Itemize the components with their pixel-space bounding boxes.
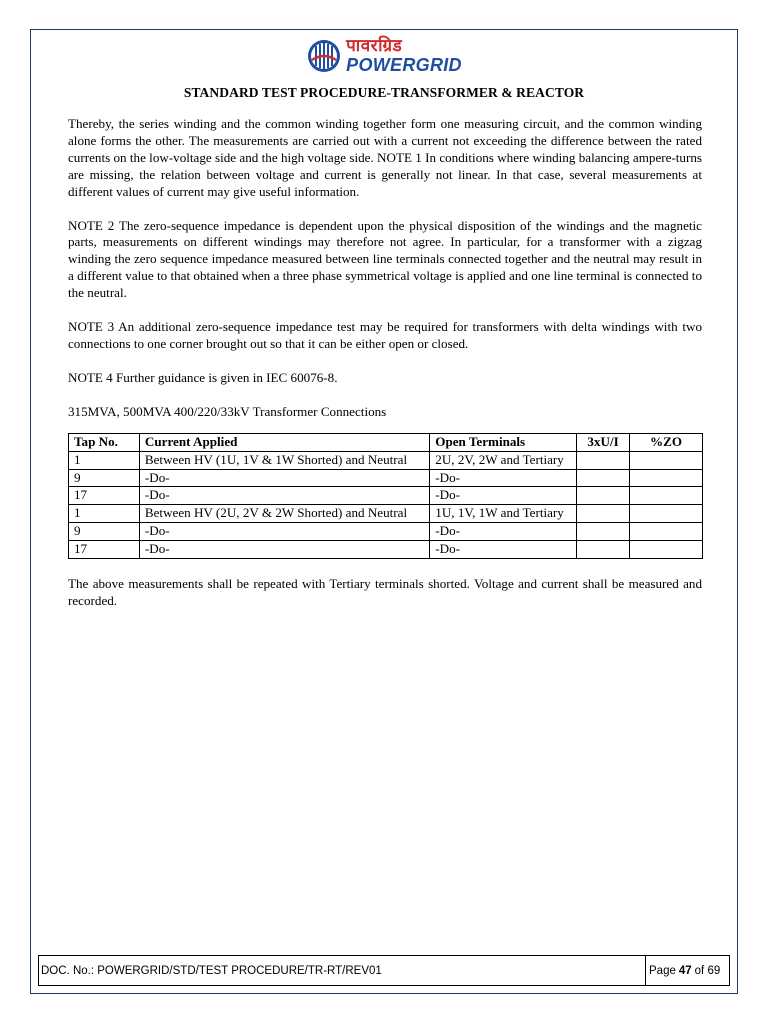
open-cell: 2U, 2V, 2W and Tertiary [430, 451, 577, 469]
table-row [69, 505, 703, 523]
column-header: Open Terminals [430, 433, 577, 451]
document-body [68, 116, 702, 610]
table-row [69, 469, 703, 487]
logo-hindi-text: पावरग्रिड [346, 36, 403, 56]
u-cell [577, 469, 630, 487]
table-row [69, 451, 703, 469]
column-header: 3xU/I [577, 433, 630, 451]
paragraph-note-4: NOTE 4 Further guidance is given in IEC 60076-8. [68, 369, 338, 385]
tap-cell: 1 [69, 451, 140, 469]
page-number: 47 [678, 964, 692, 977]
open-cell: -Do- [430, 541, 577, 559]
current-cell: Between HV (1U, 1V & 1W Shorted) and Neutral [139, 451, 429, 469]
open-cell: 1U, 1V, 1W and Tertiary [430, 505, 577, 523]
open-cell: -Do- [430, 523, 577, 541]
zo-cell [630, 505, 703, 523]
table-row [69, 541, 703, 559]
current-cell: -Do- [139, 469, 429, 487]
zo-cell [630, 487, 703, 505]
paragraph-note-3: NOTE 3 An additional zero-sequence impedance test may be required for transformers with delta windings with two connections to one corner brought out so that it can be either open or closed. [68, 319, 702, 351]
paragraph-intro: Thereby, the series winding and the common winding together form one measuring circuit, and the common winding alone forms the other. The measurements are carried out with a current not exceeding the difference between the rated currents on the low-voltage side and the high voltage side. NOTE 1 In conditions where winding balancing ampere-turns are missing, the relation between voltage and current is generally not linear. In that case, several measurements at different values of current may give useful information. [68, 116, 702, 199]
current-cell: -Do- [139, 487, 429, 505]
zo-cell [630, 469, 703, 487]
current-cell: Between HV (2U, 2V & 2W Shorted) and Neutral [139, 505, 429, 523]
page-indicator [645, 956, 729, 985]
u-cell [577, 451, 630, 469]
doc-number: DOC. No.: POWERGRID/STD/TEST PROCEDURE/TR-RT/REV01 [41, 964, 382, 977]
table-caption: 315MVA, 500MVA 400/220/33kV Transformer Connections [68, 403, 387, 419]
u-cell [577, 505, 630, 523]
open-cell: -Do- [430, 487, 577, 505]
page-prefix: Page [649, 964, 676, 977]
u-cell [577, 541, 630, 559]
page-total: of 69 [694, 964, 721, 977]
powergrid-emblem-icon [306, 38, 342, 74]
u-cell [577, 487, 630, 505]
zo-cell [630, 541, 703, 559]
page-footer [38, 955, 730, 986]
paragraph-closing: The above measurements shall be repeated with Tertiary terminals shorted. Voltage and current shall be measured and recorded. [68, 576, 702, 608]
connections-table [68, 433, 703, 559]
powergrid-logo [306, 38, 462, 74]
zo-cell [630, 523, 703, 541]
current-cell: -Do- [139, 523, 429, 541]
zo-cell [630, 451, 703, 469]
table-header-row [69, 433, 703, 451]
page-frame [30, 29, 738, 994]
current-cell: -Do- [139, 541, 429, 559]
column-header: Tap No. [69, 433, 140, 451]
table-row [69, 523, 703, 541]
tap-cell: 17 [69, 541, 140, 559]
tap-cell: 1 [69, 505, 140, 523]
tap-cell: 17 [69, 487, 140, 505]
column-header: Current Applied [139, 433, 429, 451]
paragraph-note-2: NOTE 2 The zero-sequence impedance is dependent upon the physical disposition of the windings and the magnetic parts, measurements on different windings may therefore not agree. In particular, for a transformer with a zigzag winding the zero sequence impedance measured between line terminals connected together and the neutral may result in a different value to that obtained when a three phase symmetrical voltage is applied and one line terminal is connected to the neutral. [68, 217, 702, 301]
u-cell [577, 523, 630, 541]
tap-cell: 9 [69, 523, 140, 541]
column-header: %ZO [630, 433, 703, 451]
table-row [69, 487, 703, 505]
open-cell: -Do- [430, 469, 577, 487]
document-title: STANDARD TEST PROCEDURE-TRANSFORMER & REACTOR [183, 85, 585, 100]
header-logo-area [31, 38, 737, 82]
logo-english-text: POWERGRID [346, 55, 462, 75]
tap-cell: 9 [69, 469, 140, 487]
